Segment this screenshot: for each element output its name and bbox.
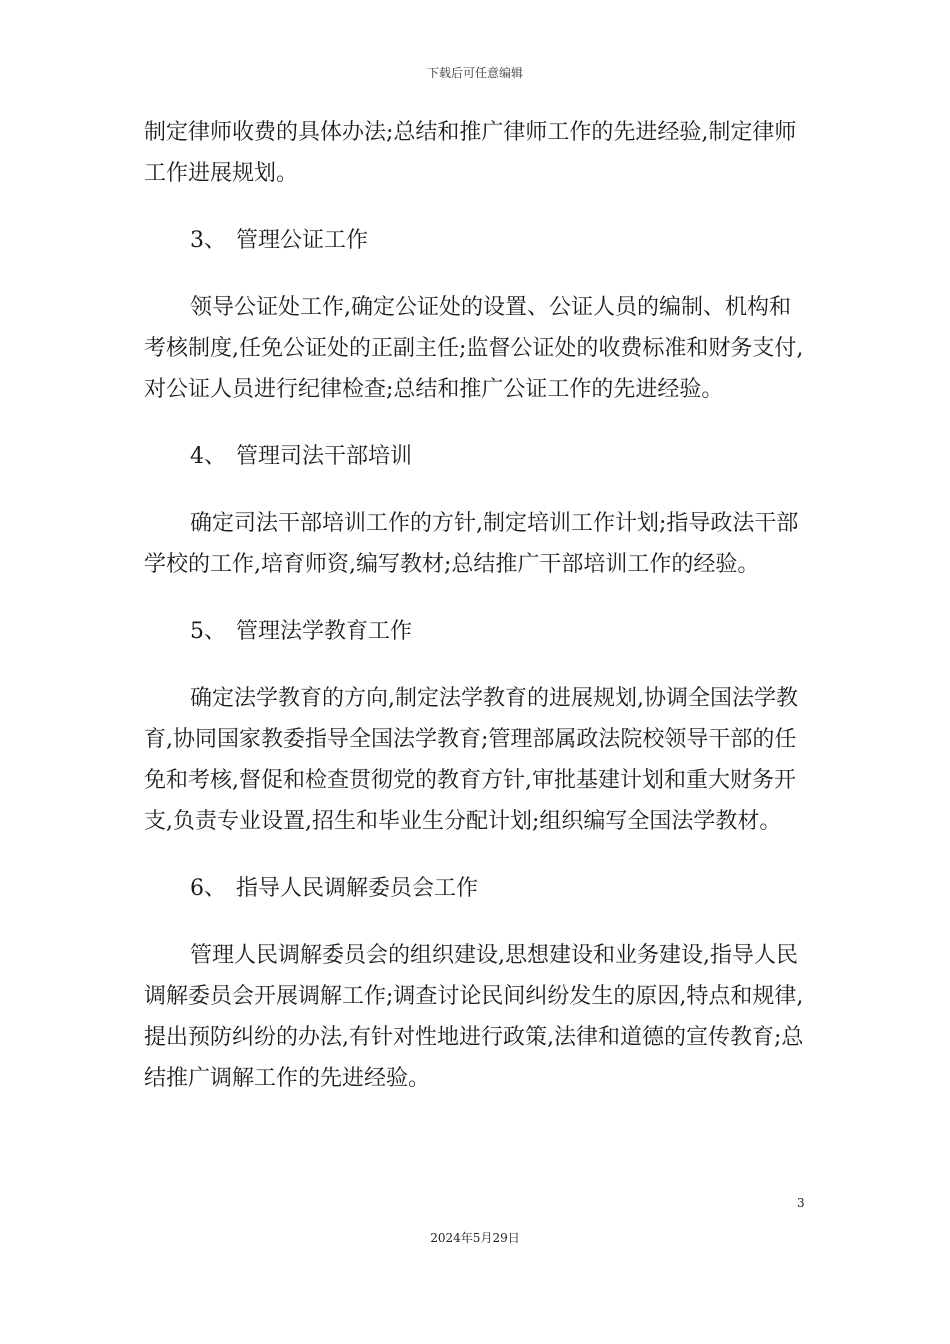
document-body [144, 112, 808, 1099]
section-title: 指导人民调解委员会工作 [236, 876, 479, 901]
paragraph-mediation: 管理人民调解委员会的组织建设,思想建设和业务建设,指导人民调解委员会开展调解工作;调查讨论民间纠纷发生的原因,特点和规律,提出预防纠纷的办法,有针对性地进行政策,法律和道德的宣传教育;总结推广调解工作的先进经验。 [144, 943, 804, 1091]
paragraph-legal-education: 确定法学教育的方向,制定法学教育的进展规划,协调全国法学教育,协同国家教委指导全国法学教育;管理部属政法院校领导干部的任免和考核,督促和检查贯彻党的教育方针,审批基建计划和重大财务开支,负责专业设置,招生和毕业生分配计划;组织编写全国法学教材。 [144, 686, 798, 834]
page-number: 3 [797, 1196, 805, 1210]
section-heading-6 [144, 868, 808, 909]
paragraph-training: 确定司法干部培训工作的方针,制定培训工作计划;指导政法干部学校的工作,培育师资,编写教材;总结推广干部培训工作的经验。 [144, 511, 799, 577]
section-number: 3、 [190, 228, 226, 253]
footer-date: 2024年5月29日 [430, 1231, 520, 1245]
section-heading-5 [144, 611, 808, 652]
section-number: 4、 [190, 444, 226, 469]
paragraph-continued: 制定律师收费的具体办法;总结和推广律师工作的先进经验,制定律师工作进展规划。 [144, 120, 797, 186]
section-heading-4 [144, 436, 808, 477]
section-number: 5、 [190, 619, 226, 644]
header-note: 下载后可任意编辑 [426, 66, 523, 80]
section-title: 管理法学教育工作 [236, 619, 413, 644]
section-title: 管理司法干部培训 [236, 444, 413, 469]
section-heading-3 [144, 220, 808, 261]
section-title: 管理公证工作 [236, 228, 369, 253]
section-number: 6、 [190, 876, 226, 901]
paragraph-notary: 领导公证处工作,确定公证处的设置、公证人员的编制、机构和考核制度,任免公证处的正副主任;监督公证处的收费标准和财务支付,对公证人员进行纪律检查;总结和推广公证工作的先进经验。 [144, 295, 804, 402]
